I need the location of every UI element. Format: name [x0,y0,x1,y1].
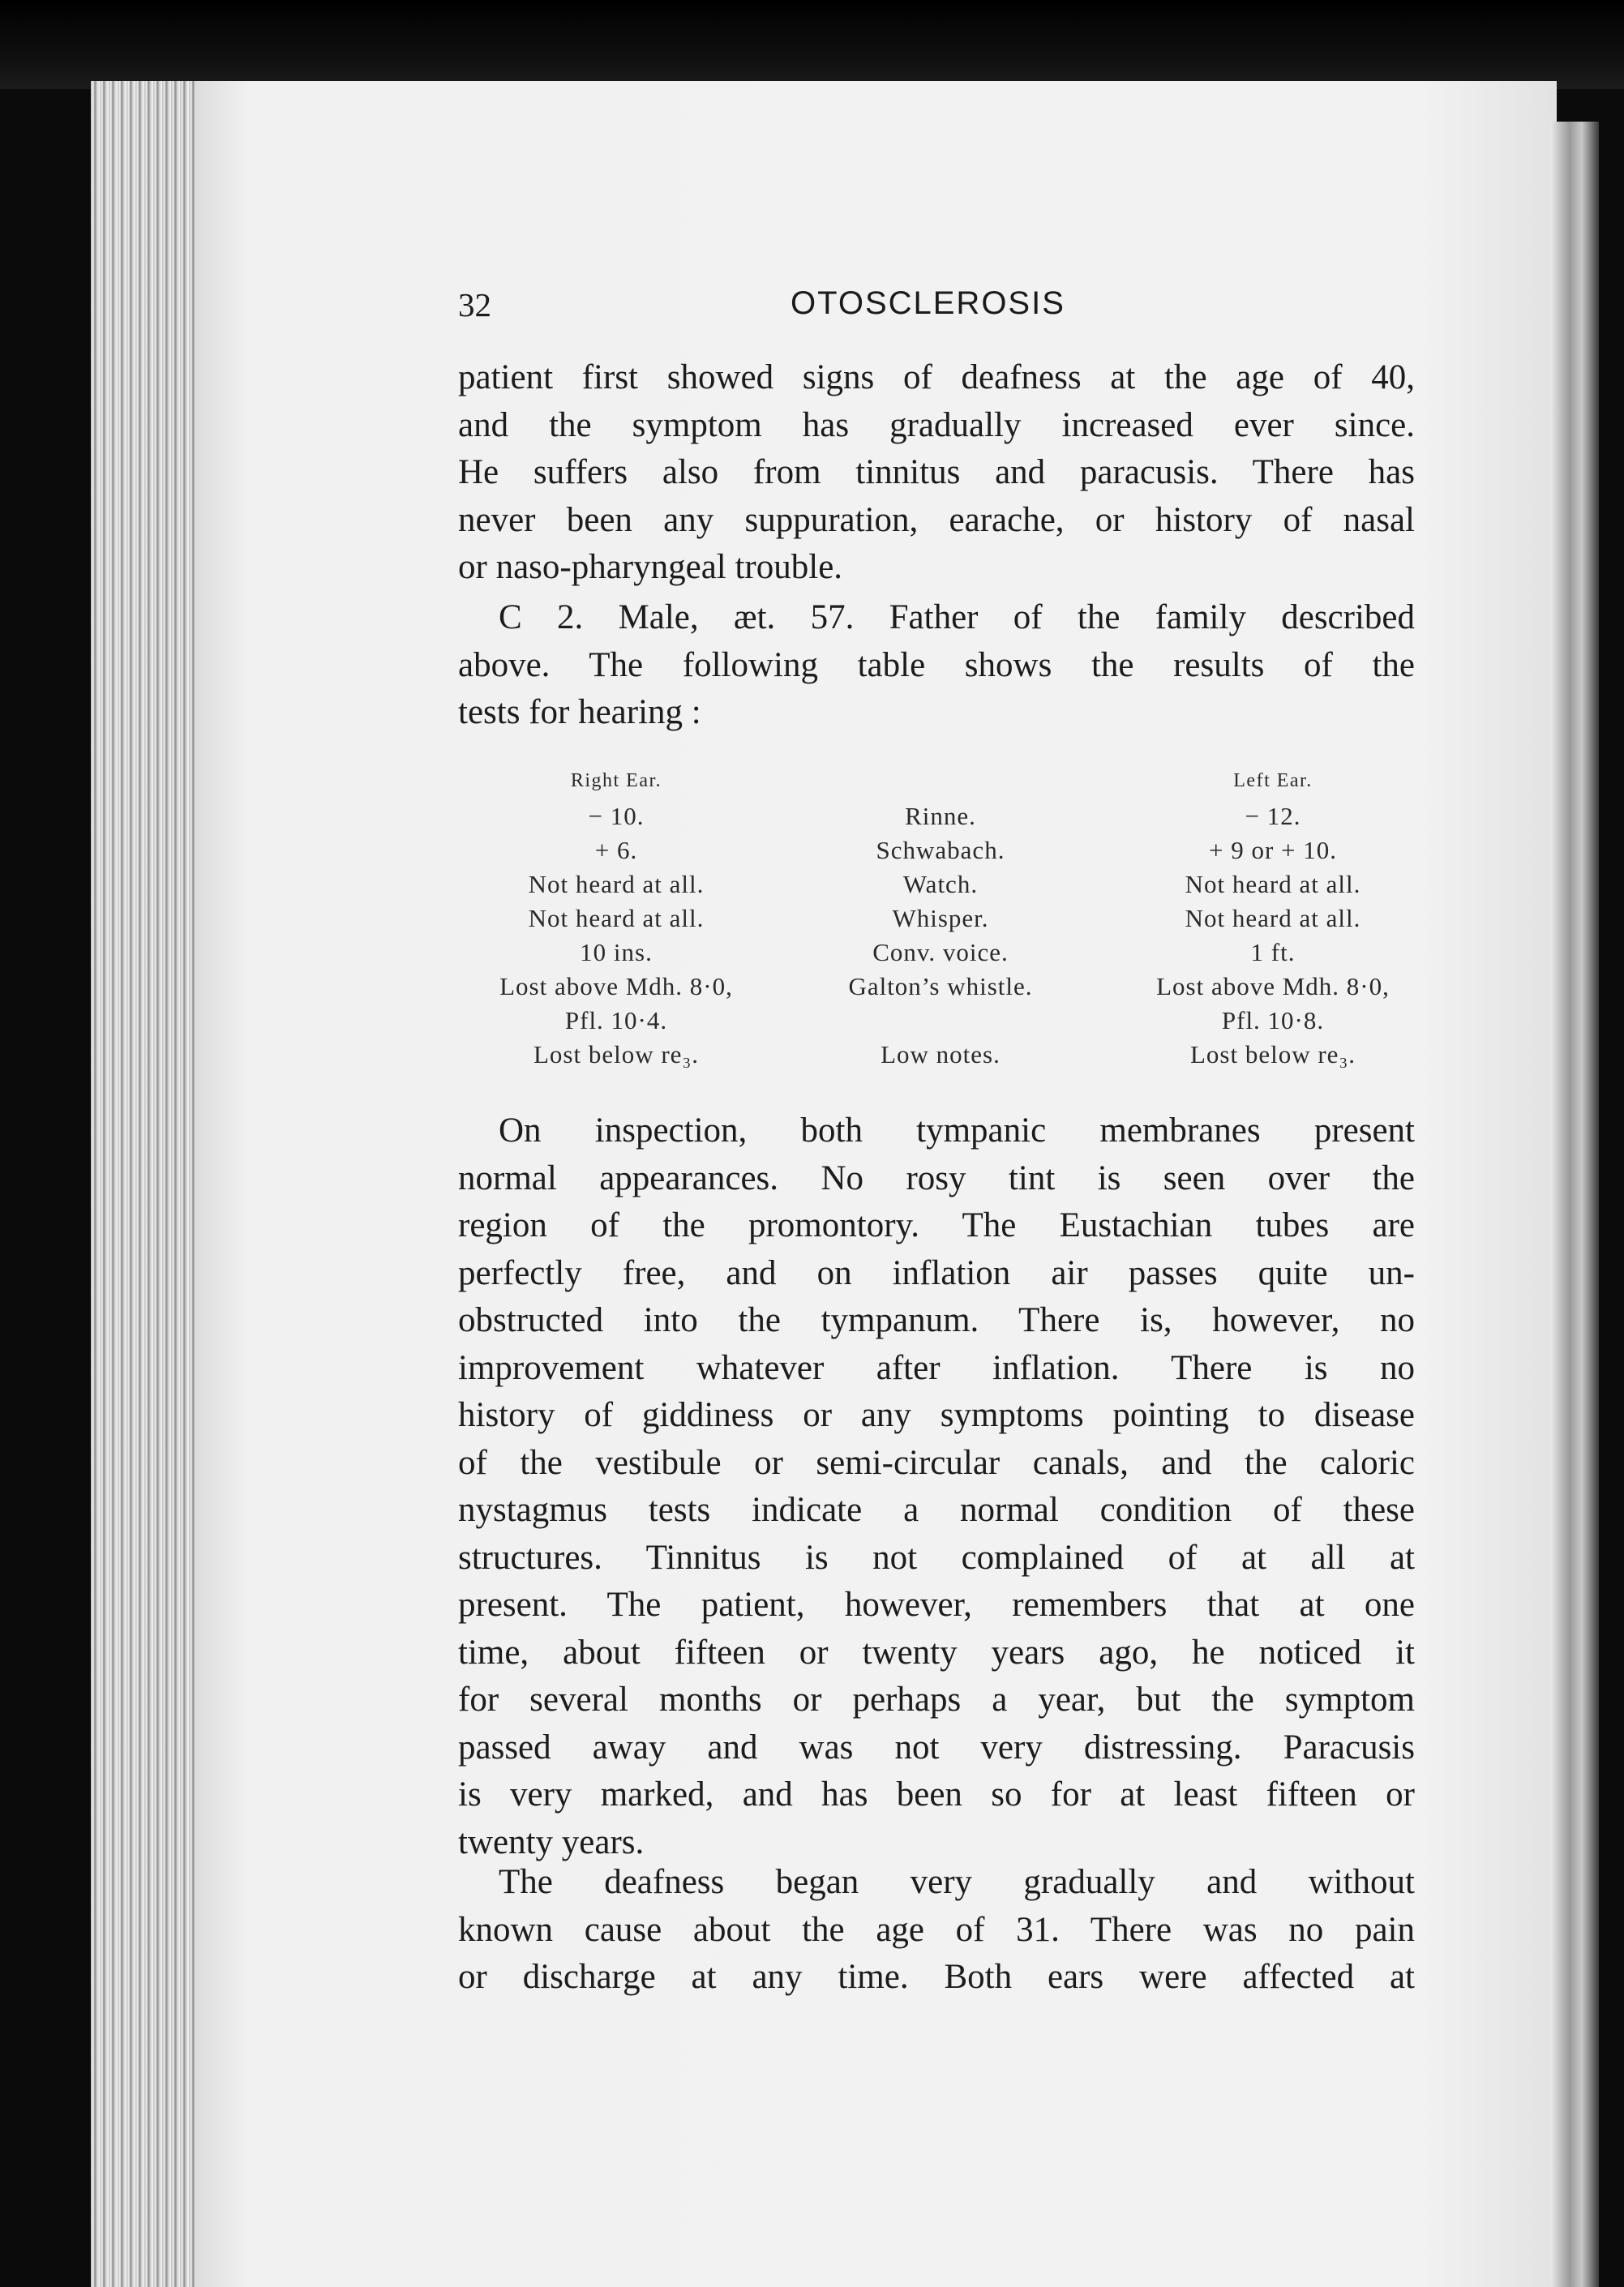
test-name: Watch. [902,870,979,898]
left-ear-result: Not heard at all. [1185,904,1361,932]
right-ear-result: + 6. [594,836,638,864]
table-header-row [454,762,1443,799]
text-line: nystagmus tests indicate a normal condition of these [458,1491,1415,1529]
text-line: time, about fifteen or twenty years ago, he noticed it [458,1633,1415,1672]
text-line: history of giddiness or any symptoms pointing to disease [458,1396,1415,1434]
test-name: Galton’s whistle. [848,972,1033,1000]
text-line: patient first showed signs of deafness at the age of 40, [458,358,1415,396]
text-line: structures. Tinnitus is not complained of at all at [458,1538,1415,1577]
paragraph-case-c2 [458,594,1415,737]
text-line: obstructed into the tympanum. There is, however, no [458,1301,1415,1339]
text-line: The deafness began very gradually and without [499,1863,1415,1901]
test-name: Schwabach. [876,836,1005,864]
text-line: normal appearances. No rosy tint is seen over the [458,1158,1415,1197]
text-line: C 2. Male, æt. 57. Father of the family described [499,598,1415,636]
test-name: Low notes. [881,1040,1001,1069]
paragraph-deafness [458,1859,1415,2002]
paragraph-continuation [458,354,1415,592]
table-row [454,936,1443,970]
text-line: never been any suppuration, earache, or history of nasal [458,500,1415,539]
book-page-edges [91,81,204,2287]
text-line: region of the promontory. The Eustachian tubes are [458,1206,1415,1244]
text-line: above. The following table shows the results of the [458,645,1415,684]
text-line: of the vestibule or semi-circular canals, and the caloric [458,1443,1415,1482]
right-ear-result: Not heard at all. [528,870,705,898]
text-line: present. The patient, however, remembers that at one [458,1586,1415,1624]
table-row [454,1004,1443,1038]
text-line: known cause about the age of 31. There was no pain [458,1910,1415,1949]
right-ear-result: Pfl. 10·4. [564,1006,668,1034]
hearing-test-table [454,762,1443,1072]
test-header [778,762,1103,799]
left-ear-result: Pfl. 10·8. [1221,1006,1325,1034]
left-ear-result: + 9 or + 10. [1208,836,1338,864]
test-name: Rinne. [905,802,976,830]
text-line: or discharge at any time. Both ears were affected at [458,1958,1415,1996]
text-line: twenty years. [458,1822,645,1861]
left-ear-result: Lost below re₃. [1189,1040,1356,1069]
left-ear-result: 1 ft. [1250,938,1296,966]
left-ear-result: Not heard at all. [1185,870,1361,898]
page-number: 32 [458,286,491,323]
right-ear-result: Lost below re₃. [533,1040,699,1069]
text-line: He suffers also from tinnitus and paracusis. There has [458,453,1415,491]
left-ear-result: Lost above Mdh. 8·0, [1156,972,1390,1000]
table-row [454,970,1443,1004]
right-ear-result: Not heard at all. [528,904,705,932]
text-line: On inspection, both tympanic membranes present [499,1111,1415,1150]
right-ear-result: 10 ins. [580,938,653,966]
right-ear-header: Right Ear. [570,769,662,791]
text-line: improvement whatever after inflation. There is no [458,1348,1415,1387]
test-name: Conv. voice. [872,938,1009,966]
running-title: OTOSCLEROSIS [791,285,1065,321]
test-name [778,1004,1103,1038]
table-row [454,1038,1443,1072]
paragraph-inspection [458,1107,1415,1866]
test-name: Whisper. [892,904,989,932]
table-row [454,799,1443,833]
text-line: is very marked, and has been so for at least fifteen or [458,1775,1415,1814]
page-header [458,285,1091,334]
scan-background [0,0,1624,89]
text-line: and the symptom has gradually increased ever since. [458,405,1415,444]
table-row [454,833,1443,867]
text-line: or naso-pharyngeal trouble. [458,548,843,586]
text-line: tests for hearing : [458,693,701,731]
left-ear-result: − 12. [1245,802,1301,830]
table-row [454,902,1443,936]
text-line: for several months or perhaps a year, but the symptom [458,1681,1415,1719]
book-gutter-shadow [1550,122,1599,2287]
table-row [454,867,1443,902]
text-line: passed away and was not very distressing. Paracusis [458,1728,1415,1767]
right-ear-result: Lost above Mdh. 8·0, [499,972,733,1000]
left-ear-header: Left Ear. [1233,769,1313,791]
right-ear-result: − 10. [588,802,645,830]
text-line: perfectly free, and on inflation air passes quite un- [458,1253,1415,1292]
